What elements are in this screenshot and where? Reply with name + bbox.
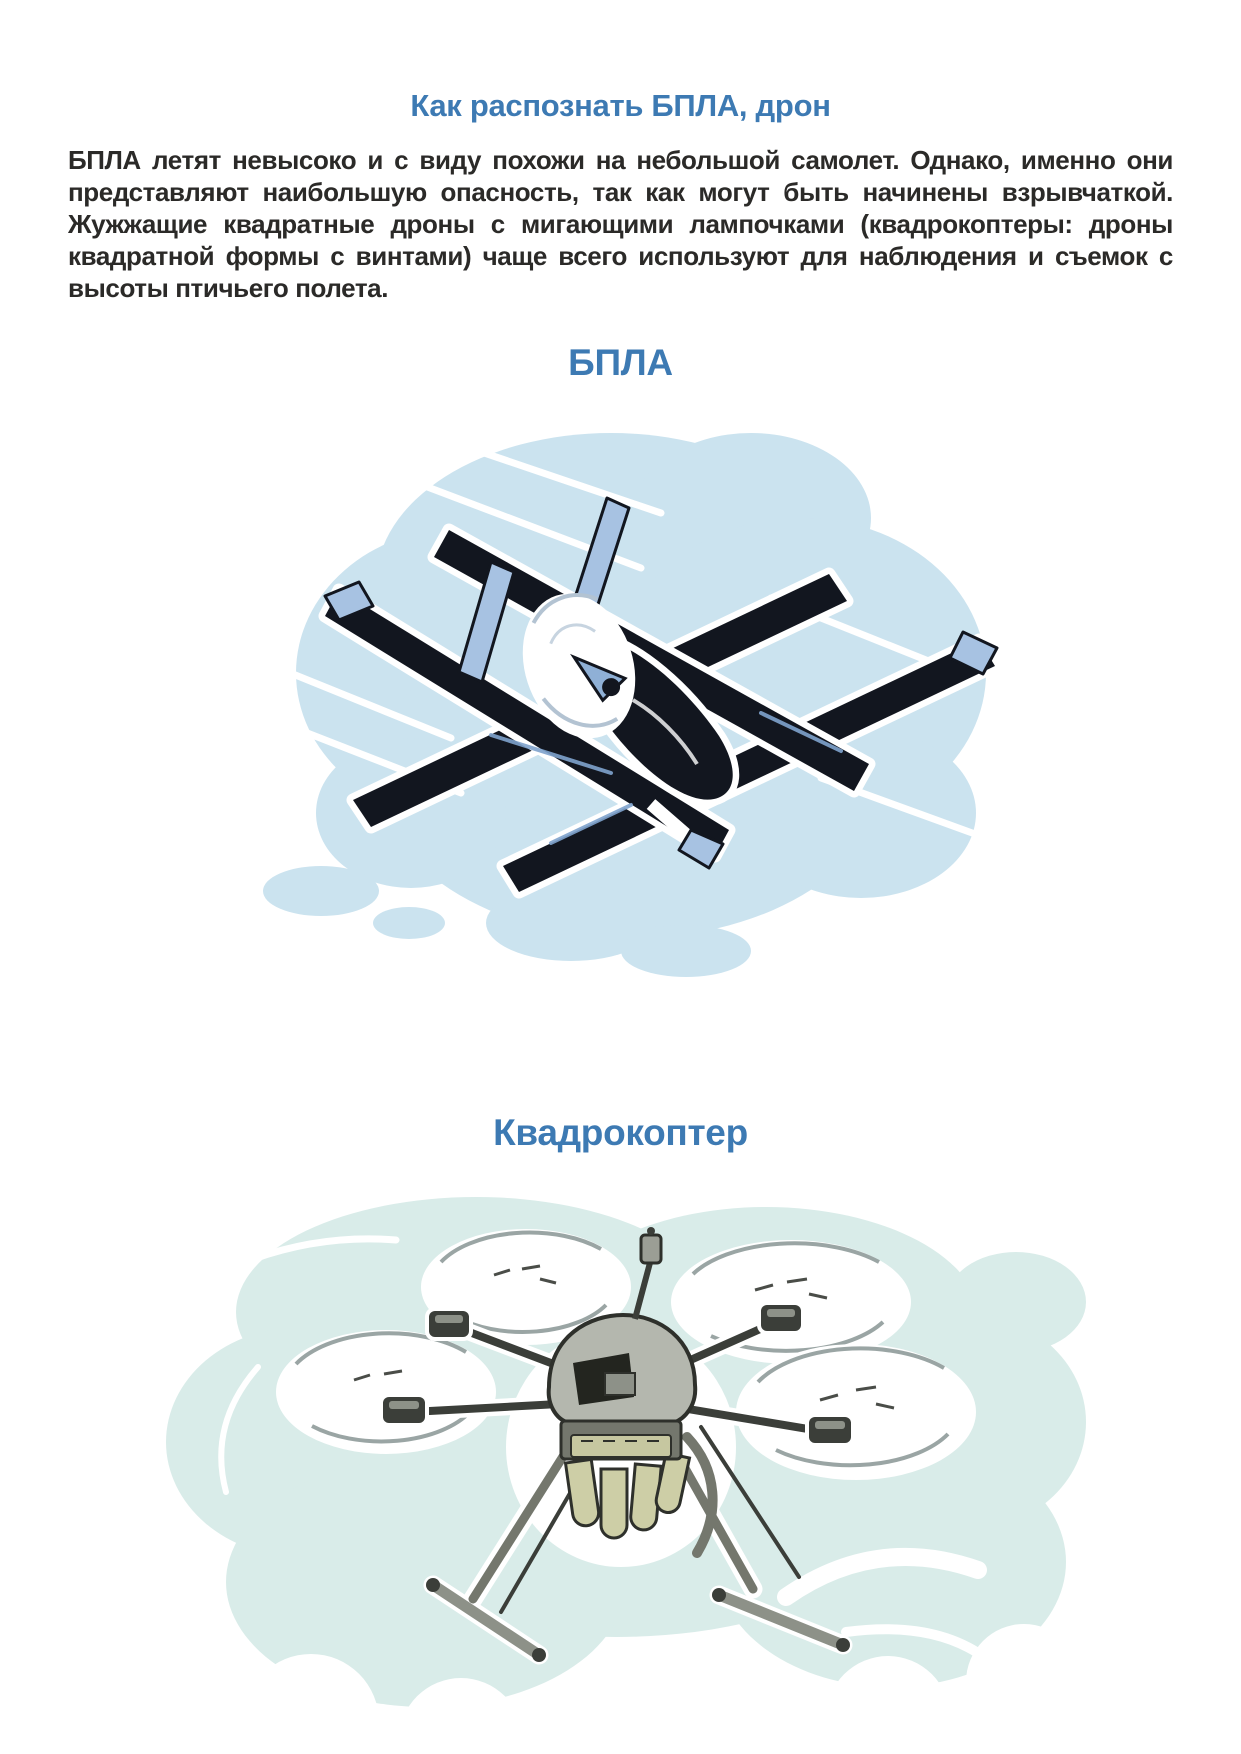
quadcopter-drawing	[146, 1162, 1096, 1754]
page-title: Как распознать БПЛА, дрон	[410, 88, 831, 123]
intro-paragraph: БПЛА летят невысоко и с виду похожи на небольшой самолет. Однако, именно они представляют наибольшую опасность, так как могут быть начинены взрывчаткой. Жужжащие квадратные дроны с мигающими лампочками (квадрокоптеры: дроны квадратной формы с винтами) чаще всего используют для наблюдения и съемок с высоты птичьего полета.	[68, 145, 1173, 303]
quadcopter-illustration	[146, 1162, 1096, 1754]
fixed-wing-uav-illustration	[211, 383, 1031, 995]
section-heading-quadrocopter: Квадрокоптер	[493, 1112, 748, 1153]
fixed-wing-uav-drawing	[211, 383, 1031, 995]
body-dome	[548, 1315, 695, 1459]
section-heading-bpla: БПЛА	[568, 342, 673, 383]
